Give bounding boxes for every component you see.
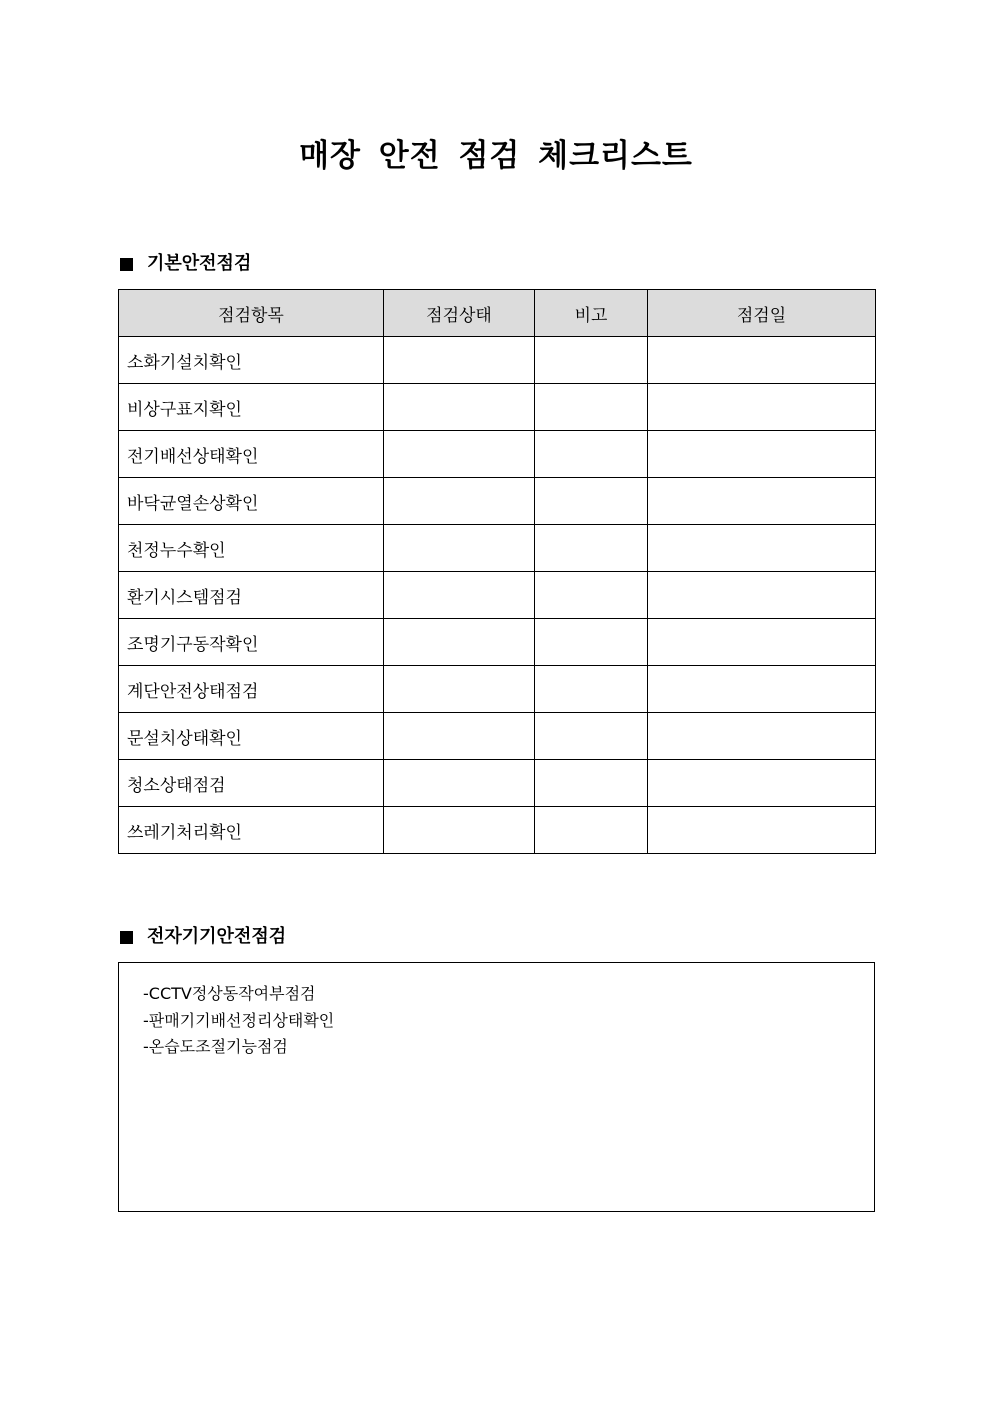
date-cell[interactable] [648,384,876,431]
column-header-date: 점검일 [648,290,876,337]
table-row [119,619,876,666]
item-cell: 환기시스템점검 [119,572,384,619]
table-header-row [119,290,876,337]
note-cell[interactable] [535,525,648,572]
table-row [119,713,876,760]
status-cell[interactable] [384,807,535,854]
section-heading-basic-inspection [118,251,251,277]
item-cell: 계단안전상태점검 [119,666,384,713]
table-row [119,760,876,807]
date-cell[interactable] [648,807,876,854]
date-cell[interactable] [648,619,876,666]
note-cell[interactable] [535,713,648,760]
table-row [119,666,876,713]
table-row [119,337,876,384]
column-header-note: 비고 [535,290,648,337]
status-cell[interactable] [384,713,535,760]
table-row [119,525,876,572]
note-cell[interactable] [535,431,648,478]
list-item: -판매기기배선정리상태확인 [143,1010,335,1030]
item-cell: 쓰레기처리확인 [119,807,384,854]
section-heading-electronics-inspection [118,924,286,950]
item-cell: 조명기구동작확인 [119,619,384,666]
date-cell[interactable] [648,572,876,619]
table-row [119,431,876,478]
item-cell: 소화기설치확인 [119,337,384,384]
date-cell[interactable] [648,713,876,760]
date-cell[interactable] [648,337,876,384]
item-cell: 전기배선상태확인 [119,431,384,478]
date-cell[interactable] [648,760,876,807]
note-cell[interactable] [535,478,648,525]
note-cell[interactable] [535,572,648,619]
item-cell: 바닥균열손상확인 [119,478,384,525]
list-item: -온습도조절기능점검 [143,1037,288,1056]
column-header-item: 점검항목 [119,290,384,337]
section-heading-label: 기본안전점검 [147,253,252,274]
square-bullet-icon [120,258,133,271]
note-cell[interactable] [535,666,648,713]
item-cell: 문설치상태확인 [119,713,384,760]
note-cell[interactable] [535,337,648,384]
electronics-inspection-box [118,962,875,1212]
item-cell: 비상구표지확인 [119,384,384,431]
date-cell[interactable] [648,666,876,713]
section-heading-label: 전자기기안전점검 [147,926,287,947]
status-cell[interactable] [384,666,535,713]
note-cell[interactable] [535,384,648,431]
table-row [119,807,876,854]
note-cell[interactable] [535,807,648,854]
item-cell: 천정누수확인 [119,525,384,572]
status-cell[interactable] [384,619,535,666]
note-cell[interactable] [535,760,648,807]
status-cell[interactable] [384,384,535,431]
electronics-inspection-list [143,981,334,1061]
note-cell[interactable] [535,619,648,666]
list-item: -CCTV정상동작여부점검 [143,984,316,1003]
square-bullet-icon [120,931,133,944]
status-cell[interactable] [384,337,535,384]
status-cell[interactable] [384,478,535,525]
table-row [119,478,876,525]
basic-inspection-table [118,289,876,854]
table-row [119,572,876,619]
date-cell[interactable] [648,525,876,572]
status-cell[interactable] [384,431,535,478]
table-row [119,384,876,431]
status-cell[interactable] [384,760,535,807]
status-cell[interactable] [384,525,535,572]
status-cell[interactable] [384,572,535,619]
page-title: 매장 안전 점검 체크리스트 [299,138,693,174]
date-cell[interactable] [648,431,876,478]
column-header-status: 점검상태 [384,290,535,337]
date-cell[interactable] [648,478,876,525]
item-cell: 청소상태점검 [119,760,384,807]
